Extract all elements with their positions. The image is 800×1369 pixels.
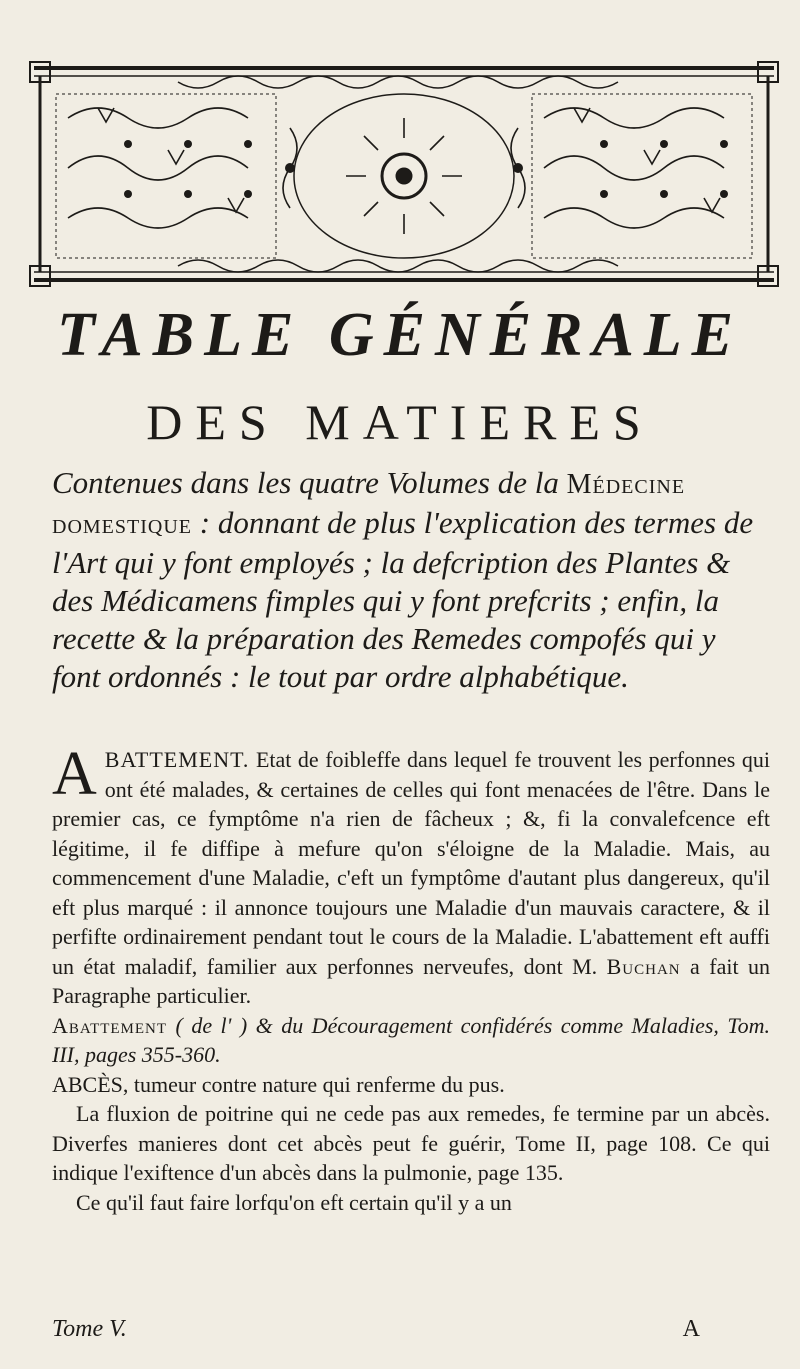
floral-headpiece-ornament-icon [28,58,780,290]
description-text-1: Contenues dans les quatre Volumes de la [52,465,567,500]
entry-abces [52,1070,770,1100]
entry-abattement-reference [52,1011,770,1070]
author-name: Buchan [606,953,681,979]
index-entries [52,740,770,1217]
entry-text-tail: a fait un Paragraphe particulier. [52,953,770,1008]
description-text-2: : donnant de plus l'explication des termes de l'Art qui y font employés ; la defcription des Plantes & des Médicamens fimples qui y font prefcrits ; enfin, la recette & la préparation des Remedes compofés qui y font ordonnés : le tout par ordre alphabétique. [52,505,754,694]
entry-abces-paragraph: La fluxion de poitrine qui ne cede pas aux remedes, fe termine par un abcès. Diverfes manieres dont cet abcès peut fe guérir, Tome II, page 108. Ce qui indique l'exiftence d'un abcès dans la pulmonie, page 135. [52,1101,770,1185]
entry-abattement [52,740,770,1011]
entry-headword: BATTEMENT. [104,747,250,772]
entry-headword: Abattement [52,1012,168,1038]
signature-mark: A [682,1316,700,1342]
entry-text: ( de l' ) & du Découragement confidérés comme Maladies, Tom. III, pages 355-360. [52,1012,770,1067]
entry-text: , tumeur contre nature qui renferme du pus. [122,1071,505,1097]
entry-abces-paragraph: Ce qu'il faut faire lorfqu'on eft certain qu'il y a un [76,1189,512,1215]
drop-cap: A [52,740,97,808]
page-subtitle: DES MATIERES [146,394,654,450]
page-title: TABLE GÉNÉRALE [56,301,744,369]
volume-marker: Tome V. [52,1316,127,1342]
entry-text: Etat de foibleffe dans lequel fe trouvent les perfonnes qui ont été malades, & certaines de celles qui font menacées de l'être. Dans le premier cas, ce fymptôme n'a rien de fâcheux ; &, fi la convalefcence eft légitime, il fe diffipe à mefure qu'on s'éloigne de la Maladie. Mais, au commencement d'une Maladie, c'eft un fymptôme d'autant plus dangereux, qu'il eft plus marqué : il annonce toujours une Maladie d'un mauvais caractere, & il perfifte ordinairement pendant tout le cours de la Maladie. L'abattement eft auffi un état maladif, familier aux perfonnes nerveufes, dont M. [52,747,770,979]
description-book-name: Médecine domestique [52,469,686,540]
title-description [52,464,770,696]
page-footer [52,1316,770,1352]
entry-headword: ABCÈS [52,1071,123,1097]
